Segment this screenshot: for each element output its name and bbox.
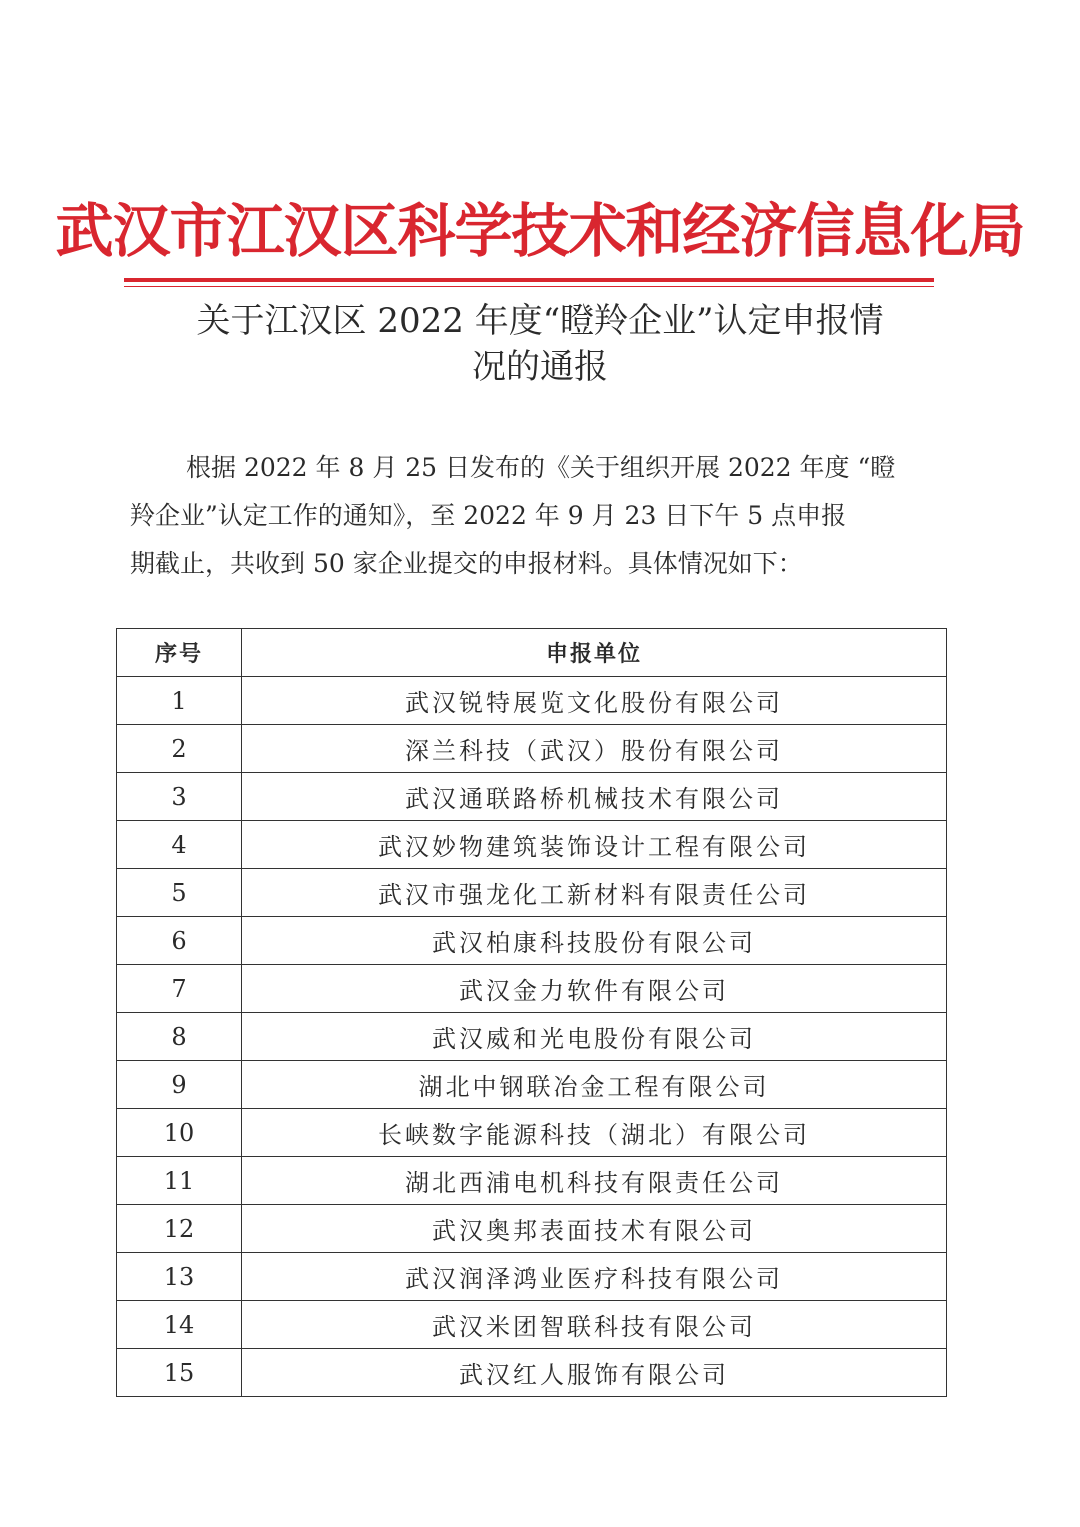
table-row: [117, 869, 947, 917]
row-index: 10: [117, 1109, 242, 1157]
table-row: [117, 1349, 947, 1397]
row-unit-name: 武汉威和光电股份有限公司: [242, 1013, 947, 1061]
table-row: [117, 1157, 947, 1205]
row-unit-name: 武汉通联路桥机械技术有限公司: [242, 773, 947, 821]
row-index: 8: [117, 1013, 242, 1061]
intro-line-3: 期截止，共收到 50 家企业提交的申报材料。具体情况如下：: [130, 549, 803, 578]
document-title-line-1: 关于江汉区 2022 年度“瞪羚企业”认定申报情: [196, 301, 884, 341]
column-header-index: 序号: [117, 629, 242, 677]
row-unit-name: 武汉市强龙化工新材料有限责任公司: [242, 869, 947, 917]
row-index: 7: [117, 965, 242, 1013]
row-index: 5: [117, 869, 242, 917]
table-row: [117, 1061, 947, 1109]
table-row: [117, 821, 947, 869]
row-unit-name: 湖北中钢联冶金工程有限公司: [242, 1061, 947, 1109]
intro-paragraph: [130, 444, 950, 588]
column-header-unit: 申报单位: [242, 629, 947, 677]
row-unit-name: 武汉润泽鸿业医疗科技有限公司: [242, 1253, 947, 1301]
row-unit-name: 湖北西浦电机科技有限责任公司: [242, 1157, 947, 1205]
row-index: 1: [117, 677, 242, 725]
row-unit-name: 武汉锐特展览文化股份有限公司: [242, 677, 947, 725]
table-header-row: [117, 629, 947, 677]
row-unit-name: 武汉米团智联科技有限公司: [242, 1301, 947, 1349]
intro-line-2: 羚企业”认定工作的通知》，至 2022 年 9 月 23 日下午 5 点申报: [130, 501, 847, 530]
row-index: 14: [117, 1301, 242, 1349]
table-row: [117, 1301, 947, 1349]
applicant-table: [116, 628, 947, 1397]
row-unit-name: 武汉柏康科技股份有限公司: [242, 917, 947, 965]
row-unit-name: 武汉金力软件有限公司: [242, 965, 947, 1013]
row-index: 3: [117, 773, 242, 821]
row-unit-name: 武汉奥邦表面技术有限公司: [242, 1205, 947, 1253]
row-unit-name: 武汉红人服饰有限公司: [242, 1349, 947, 1397]
row-unit-name: 武汉妙物建筑装饰设计工程有限公司: [242, 821, 947, 869]
header-divider-thick: [124, 278, 934, 282]
row-unit-name: 深兰科技（武汉）股份有限公司: [242, 725, 947, 773]
table-row: [117, 773, 947, 821]
document-title: [120, 298, 960, 390]
document-title-line-2: 况的通报: [472, 347, 608, 387]
header-divider-thin: [124, 286, 934, 287]
row-unit-name: 长峡数字能源科技（湖北）有限公司: [242, 1109, 947, 1157]
table-row: [117, 677, 947, 725]
table-row: [117, 1253, 947, 1301]
agency-header: 武汉市江汉区科学技术和经济信息化局: [55, 197, 1025, 265]
row-index: 6: [117, 917, 242, 965]
row-index: 2: [117, 725, 242, 773]
intro-line-1: 根据 2022 年 8 月 25 日发布的《关于组织开展 2022 年度 “瞪: [186, 453, 896, 482]
row-index: 11: [117, 1157, 242, 1205]
row-index: 4: [117, 821, 242, 869]
table-row: [117, 965, 947, 1013]
table-row: [117, 917, 947, 965]
table-row: [117, 1109, 947, 1157]
row-index: 9: [117, 1061, 242, 1109]
row-index: 15: [117, 1349, 242, 1397]
table-row: [117, 1013, 947, 1061]
table-row: [117, 1205, 947, 1253]
table-row: [117, 725, 947, 773]
row-index: 12: [117, 1205, 242, 1253]
row-index: 13: [117, 1253, 242, 1301]
